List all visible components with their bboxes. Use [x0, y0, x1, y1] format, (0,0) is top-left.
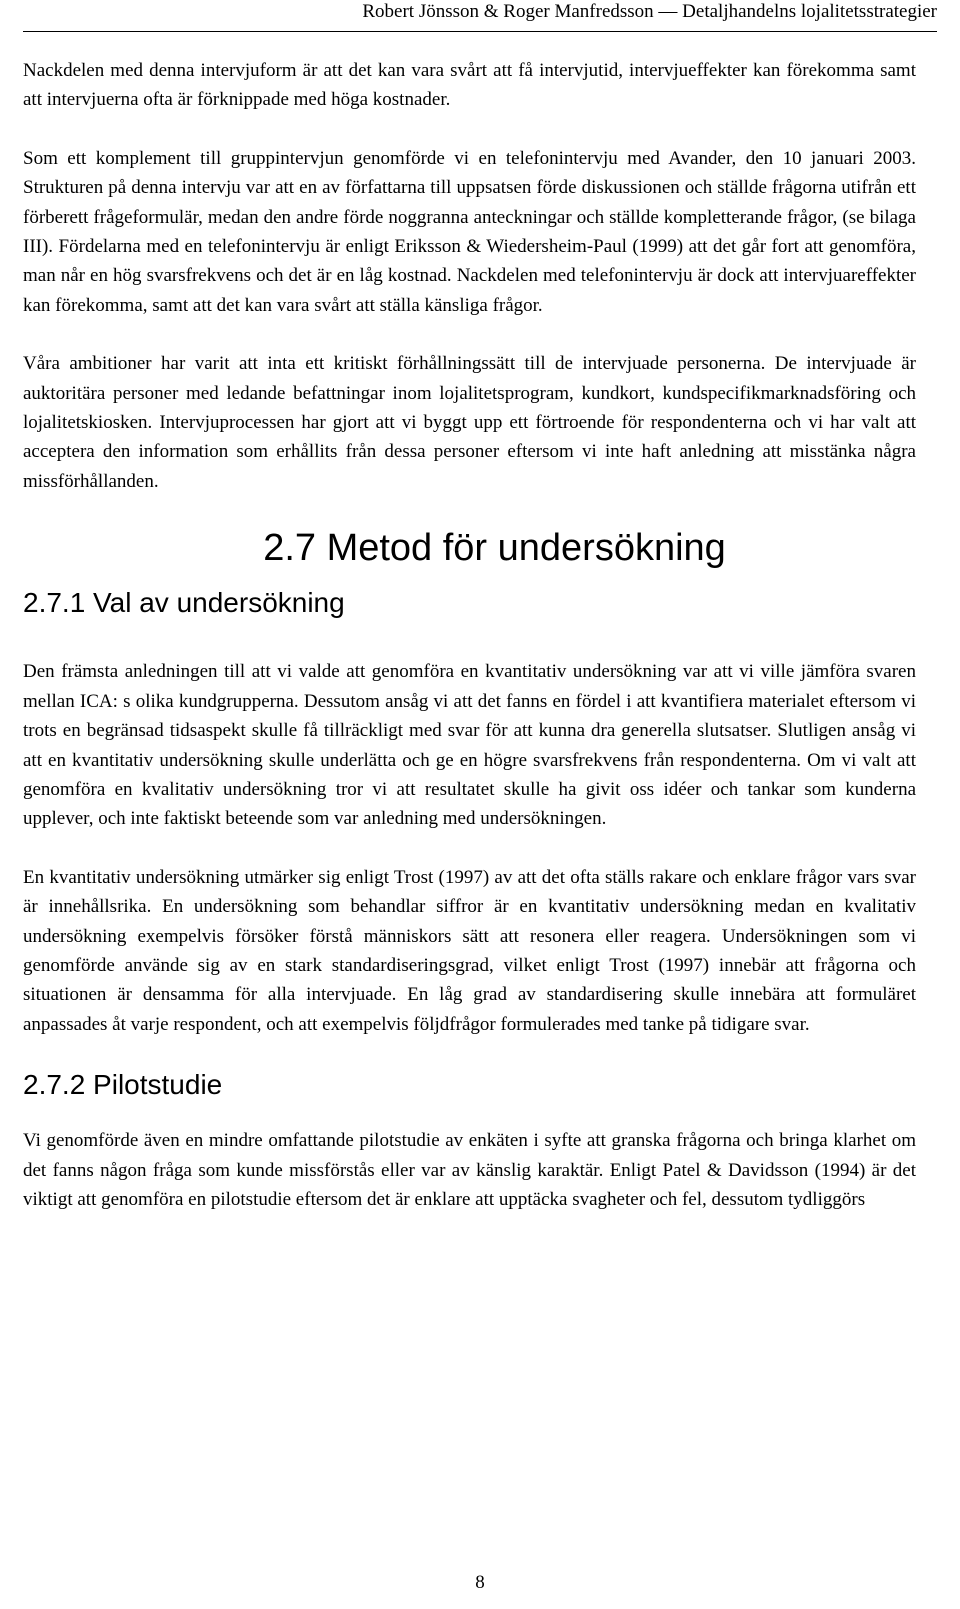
paragraph-val-av-undersokning-1: Den främsta anledningen till att vi valde att genomföra en kvantitativ undersökning var att vi ville jämföra svaren mellan ICA: s olika kundgrupperna. Dessutom ansåg vi att det fanns en fördel i att kvantifiera materialet eftersom vi trots en begränsad tidsaspekt skulle få tillräckligt med svar för att kunna dra generella slutsatser. Slutligen ansåg vi att en kvantitativ undersökning skulle underlätta och ge en högre svarsfrekvens från respondenterna. Om vi valt att genomföra en kvalitativ undersökning tror vi att resultatet skulle ha givit oss idéer och tankar som kunderna upplever, och inte faktiskt beteende som var anledning med undersökningen.	[23, 661, 916, 830]
subsection-heading-val-av-undersokning: 2.7.1 Val av undersökning	[23, 587, 345, 619]
running-header: Robert Jönsson & Roger Manfredsson — Detaljhandelns lojalitetsstrategier	[362, 1, 937, 22]
page-number: 8	[475, 1572, 485, 1593]
paragraph-intervju-nackdelar: Nackdelen med denna intervjuform är att det kan vara svårt att få intervjutid, intervjueffekter kan förekomma samt att intervjuerna ofta är förknippade med höga kostnader.	[23, 60, 916, 111]
page-body	[23, 56, 916, 1243]
subsection-heading-pilotstudie: 2.7.2 Pilotstudie	[23, 1069, 223, 1101]
paragraph-ambitioner: Våra ambitioner har varit att inta ett kritiskt förhållningssätt till de intervjuade personerna. De intervjuade är auktoritära personer med ledande befattningar inom lojalitetsprogram, kundkort, kundspecifikmarknadsföring och lojalitetskiosken. Intervjuprocessen har gjort att vi byggt upp ett förtroende för respondenterna och vi har valt att acceptera den information som erhållits från dessa personer eftersom vi inte haft anledning att misstänka några missförhållanden.	[23, 353, 916, 492]
paragraph-pilotstudie: Vi genomförde även en mindre omfattande pilotstudie av enkäten i syfte att granska frågorna och bringa klarhet om det fanns någon fråga som kunde missförstås eller var av känslig karaktär. Enligt Patel & Davidsson (1994) är det viktigt att genomföra en pilotstudie eftersom det är enklare att upptäcka svagheter och fel, dessutom tydliggörs	[23, 1130, 916, 1210]
paragraph-telefonintervju: Som ett komplement till gruppintervjun genomförde vi en telefonintervju med Avander, den 10 januari 2003. Strukturen på denna intervju var att en av författarna till uppsatsen förde diskussionen och ställde frågorna utifrån ett förberett frågeformulär, medan den andre förde noggranna anteckningar och ställde kompletterande frågor, (se bilaga III). Fördelarna med en telefonintervju är enligt Eriksson & Wiedersheim-Paul (1999) att det går fort att genomföra, man når en hög svarsfrekvens och det är en låg kostnad. Nackdelen med telefonintervju är dock att intervjuareffekter kan förekomma, samt att det kan vara svårt att ställa känsliga frågor.	[23, 147, 916, 316]
section-heading: 2.7 Metod för undersökning	[263, 527, 726, 570]
paragraph-val-av-undersokning-2: En kvantitativ undersökning utmärker sig enligt Trost (1997) av att det ofta ställs rakare och enklare frågor vars svar är innehållsrika. En undersökning som behandlar siffror är en kvantitativ undersökning medan en kvalitativ undersökning exempelvis försöker förstå människors sätt att resonera eller reagera. Undersökningen som vi genomförde använde sig av en stark standardiseringsgrad, vilket enligt Trost (1997) innebär att frågorna och situationen är densamma för alla intervjuade. En låg grad av standardisering skulle innebära att formuläret anpassades åt varje respondent, och att exempelvis följdfrågor formulerades med tanke på tidigare svar.	[23, 866, 916, 1035]
header-divider	[23, 31, 937, 32]
